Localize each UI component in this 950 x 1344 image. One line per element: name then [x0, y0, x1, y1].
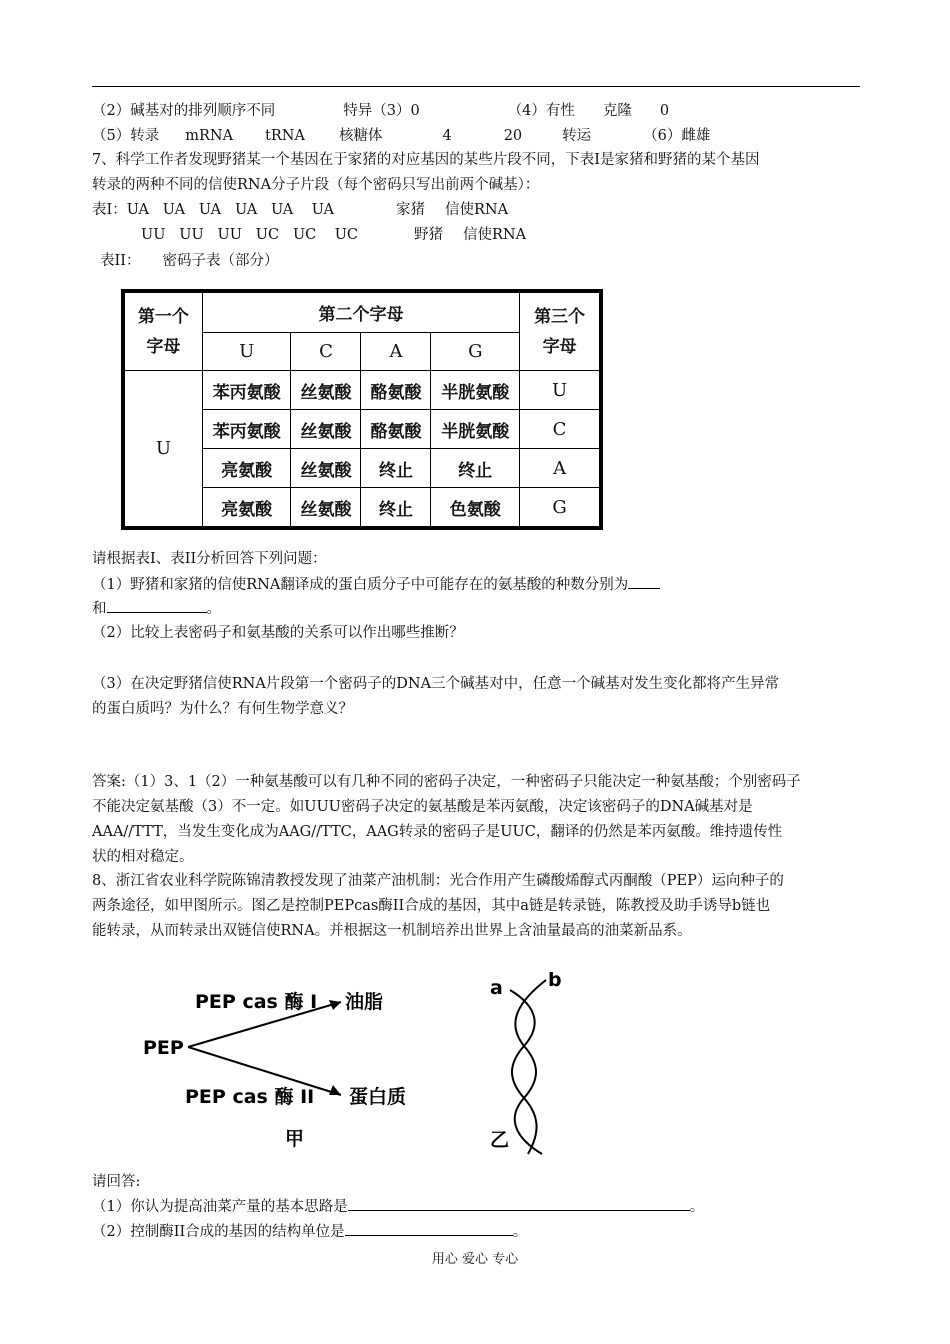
answer-text: 克隆 — [602, 103, 632, 119]
question-text: （1）你认为提高油菜产量的基本思路是 — [92, 1199, 348, 1215]
arrowhead-protein — [329, 1085, 341, 1095]
table1-row-2 — [141, 225, 526, 245]
answer-blank — [107, 598, 207, 613]
question-7-line-1: 7、科学工作者发现野猪某一个基因在于家猪的对应基因的某些片段不同，下表I是家猪和野猪的某个基因 — [92, 152, 760, 168]
pep-label: PEP — [143, 1037, 184, 1059]
question-8-line-1: 8、浙江省农业科学院陈锦清教授发现了油菜产油机制：光合作用产生磷酸烯醇式丙酮酸（PEP）运向种子的 — [92, 873, 784, 889]
strand-b — [515, 980, 546, 1154]
amino-acid-cell: 终止 — [431, 449, 520, 488]
answer-line-a: 答案:（1）3、1（2）一种氨基酸可以有几种不同的密码子决定，一种密码子只能决定一种氨基酸；个别密码子 — [92, 774, 801, 790]
third-letter-cell: A — [520, 449, 600, 488]
page-footer: 用心 爱心 专心 — [431, 1252, 519, 1267]
amino-acid-cell: 酪氨酸 — [361, 410, 431, 449]
strand-a — [510, 990, 537, 1154]
answer-line-1 — [92, 101, 669, 121]
amino-acid-cell: 丝氨酸 — [291, 371, 361, 410]
question-8-line-3: 能转录，从而转录出双链信使RNA。并根据这一机制培养出世界上含油量最高的油菜新品系。 — [92, 923, 692, 939]
table1-row-1 — [92, 200, 508, 220]
header-rule — [92, 86, 860, 87]
answer-text: 转运 — [562, 128, 592, 144]
third-letter-cell: U — [520, 371, 600, 410]
question-text: 。 — [689, 1199, 705, 1215]
answer-text: mRNA — [185, 128, 234, 144]
question-8-line-2: 两条途径，如甲图所示。图乙是控制PEPcas酶II合成的基因，其中a链是转录链，陈教授及助手诱导b链也 — [92, 898, 771, 914]
amino-acid-cell: 半胱氨酸 — [431, 371, 520, 410]
amino-acid-cell: 色氨酸 — [431, 488, 520, 527]
reply-2-line — [92, 1221, 527, 1242]
codon-table — [121, 289, 603, 530]
reply-1-line — [92, 1196, 704, 1217]
third-letter-cell: G — [520, 488, 600, 527]
answer-text: （6）雌雄 — [643, 128, 711, 144]
question-2-line: （2）比较上表密码子和氨基酸的关系可以作出哪些推断？ — [92, 625, 464, 641]
amino-acid-cell: 苯丙氨酸 — [202, 410, 291, 449]
figure-jia — [135, 975, 435, 1155]
amino-acid-cell: 亮氨酸 — [202, 449, 291, 488]
table2-label: 表II： — [100, 253, 141, 269]
product-oil-label: 油脂 — [345, 991, 384, 1013]
question-1-line — [92, 574, 660, 595]
table1-codons: UA UA UA UA UA UA — [126, 202, 334, 218]
answer-text: 0 — [659, 103, 670, 119]
answer-text: 特异（3）0 — [343, 103, 420, 119]
header-second-letter: 第二个字母 — [202, 293, 519, 333]
question-text: 和 — [92, 601, 107, 617]
answer-line-b: 不能决定氨基酸（3）不一定。如UUU密码子决定的氨基酸是苯丙氨酸，决定该密码子的DNA碱基对是 — [92, 799, 753, 815]
amino-acid-cell: 丝氨酸 — [291, 449, 361, 488]
first-letter-u: U — [125, 371, 203, 527]
amino-acid-cell: 亮氨酸 — [202, 488, 291, 527]
header-first-letter: 第一个 字母 — [125, 293, 203, 371]
answer-line-2 — [92, 126, 710, 146]
amino-acid-cell: 丝氨酸 — [291, 410, 361, 449]
table2-caption — [100, 251, 278, 271]
answer-text: 4 — [442, 128, 452, 144]
second-letter-c: C — [291, 333, 361, 371]
amino-acid-cell: 苯丙氨酸 — [202, 371, 291, 410]
question-text: 。 — [512, 1224, 528, 1240]
table1-name: 家猪 — [395, 202, 425, 218]
amino-acid-cell: 终止 — [361, 449, 431, 488]
answer-text: 20 — [503, 128, 523, 144]
answer-text: （2）碱基对的排列顺序不同 — [92, 103, 276, 119]
question-text: （2）控制酶II合成的基因的结构单位是 — [92, 1224, 345, 1240]
question-1-line-2 — [92, 598, 221, 619]
answer-text: （5）转录 — [92, 128, 160, 144]
amino-acid-cell: 丝氨酸 — [291, 488, 361, 527]
second-letter-g: G — [431, 333, 520, 371]
answer-text: （4）有性 — [507, 103, 575, 119]
question-3-line-2: 的蛋白质吗？为什么？有何生物学意义？ — [92, 701, 353, 717]
answer-text: 核糖体 — [338, 128, 383, 144]
question-text: （1）野猪和家猪的信使RNA翻译成的蛋白质分子中可能存在的氨基酸的种数分别为 — [92, 577, 629, 593]
ask2-line: 请回答: — [92, 1174, 141, 1190]
second-letter-u: U — [202, 333, 291, 371]
answer-blank — [345, 1221, 513, 1236]
figure-yi — [480, 968, 590, 1158]
product-protein-label: 蛋白质 — [349, 1086, 407, 1108]
enzyme-1-label: PEP cas 酶 I — [195, 991, 318, 1013]
table1-type: 信使RNA — [444, 202, 509, 218]
answer-blank — [348, 1196, 690, 1211]
amino-acid-cell: 终止 — [361, 488, 431, 527]
question-text: 。 — [206, 601, 221, 617]
header-third-letter: 第三个 字母 — [520, 293, 600, 371]
answer-blank — [628, 574, 660, 589]
strand-b-label: b — [548, 969, 562, 991]
table2-title: 密码子表（部分） — [162, 253, 279, 269]
strand-a-label: a — [490, 977, 503, 999]
amino-acid-cell: 酪氨酸 — [361, 371, 431, 410]
enzyme-2-label: PEP cas 酶 II — [185, 1086, 315, 1108]
answer-line-d: 状的相对稳定。 — [92, 849, 194, 865]
ask-line: 请根据表I、表II分析回答下列问题： — [92, 551, 327, 567]
question-7-line-2: 转录的两种不同的信使RNA分子片段（每个密码只写出前两个碱基）： — [92, 177, 540, 193]
table1-type: 信使RNA — [463, 227, 527, 243]
table1-codons: UU UU UU UC UC UC — [141, 227, 359, 243]
figure-yi-label: 乙 — [490, 1129, 510, 1151]
answer-text: tRNA — [265, 128, 305, 144]
third-letter-cell: C — [520, 410, 600, 449]
amino-acid-cell: 半胱氨酸 — [431, 410, 520, 449]
table1-name: 野猪 — [414, 227, 444, 243]
question-3-line-1: （3）在决定野猪信使RNA片段第一个密码子的DNA三个碱基对中，任意一个碱基对发生变化都将产生异常 — [92, 676, 780, 692]
table1-label: 表I： — [92, 202, 127, 218]
figure-jia-label: 甲 — [285, 1128, 305, 1150]
second-letter-a: A — [361, 333, 431, 371]
answer-line-c: AAA//TTT，当发生变化成为AAG//TTC，AAG转录的密码子是UUC，翻译的仍然是苯丙氨酸。维持遗传性 — [92, 824, 783, 840]
